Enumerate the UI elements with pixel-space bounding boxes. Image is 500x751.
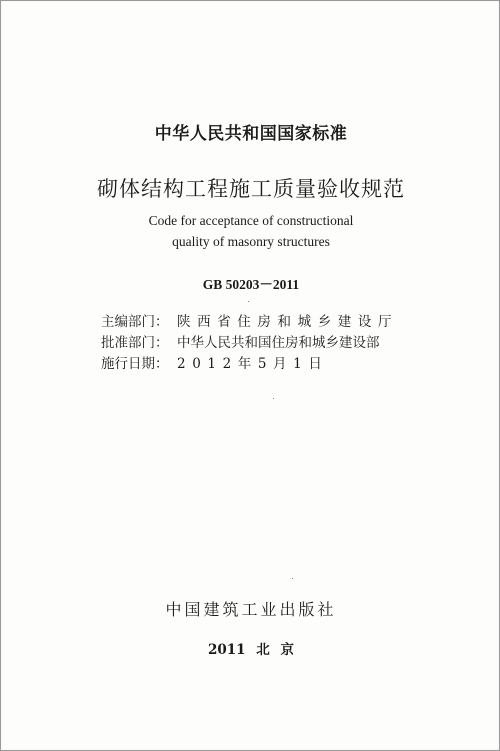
- effective-date-value: 2012年5月1日: [177, 356, 329, 372]
- editor-label: 主编部门：: [101, 314, 169, 330]
- english-title-line-1: Code for acceptance of constructional: [148, 213, 354, 228]
- effective-date-row: [101, 352, 401, 372]
- effective-date-label: 施行日期：: [101, 356, 169, 372]
- scan-speck: [292, 578, 293, 579]
- scan-speck: [273, 398, 274, 399]
- chinese-title: 砌体结构工程施工质量验收规范: [97, 177, 405, 201]
- scan-speck: [248, 301, 249, 302]
- approver-row: [101, 331, 401, 351]
- standard-title: 中华人民共和国国家标准: [154, 124, 348, 144]
- approver-label: 批准部门：: [101, 335, 169, 351]
- english-title-line-2: quality of masonry structures: [172, 234, 330, 249]
- publisher-name: 中国建筑工业出版社: [165, 600, 337, 619]
- editor-row: [101, 310, 401, 330]
- editor-value: 陕西省住房和城乡建设厅: [177, 314, 399, 330]
- standard-code: GB 50203－2011: [202, 277, 300, 292]
- publish-year-place: 2011 北 京: [208, 642, 294, 658]
- approver-value: 中华人民共和国住房和城乡建设部: [177, 335, 380, 351]
